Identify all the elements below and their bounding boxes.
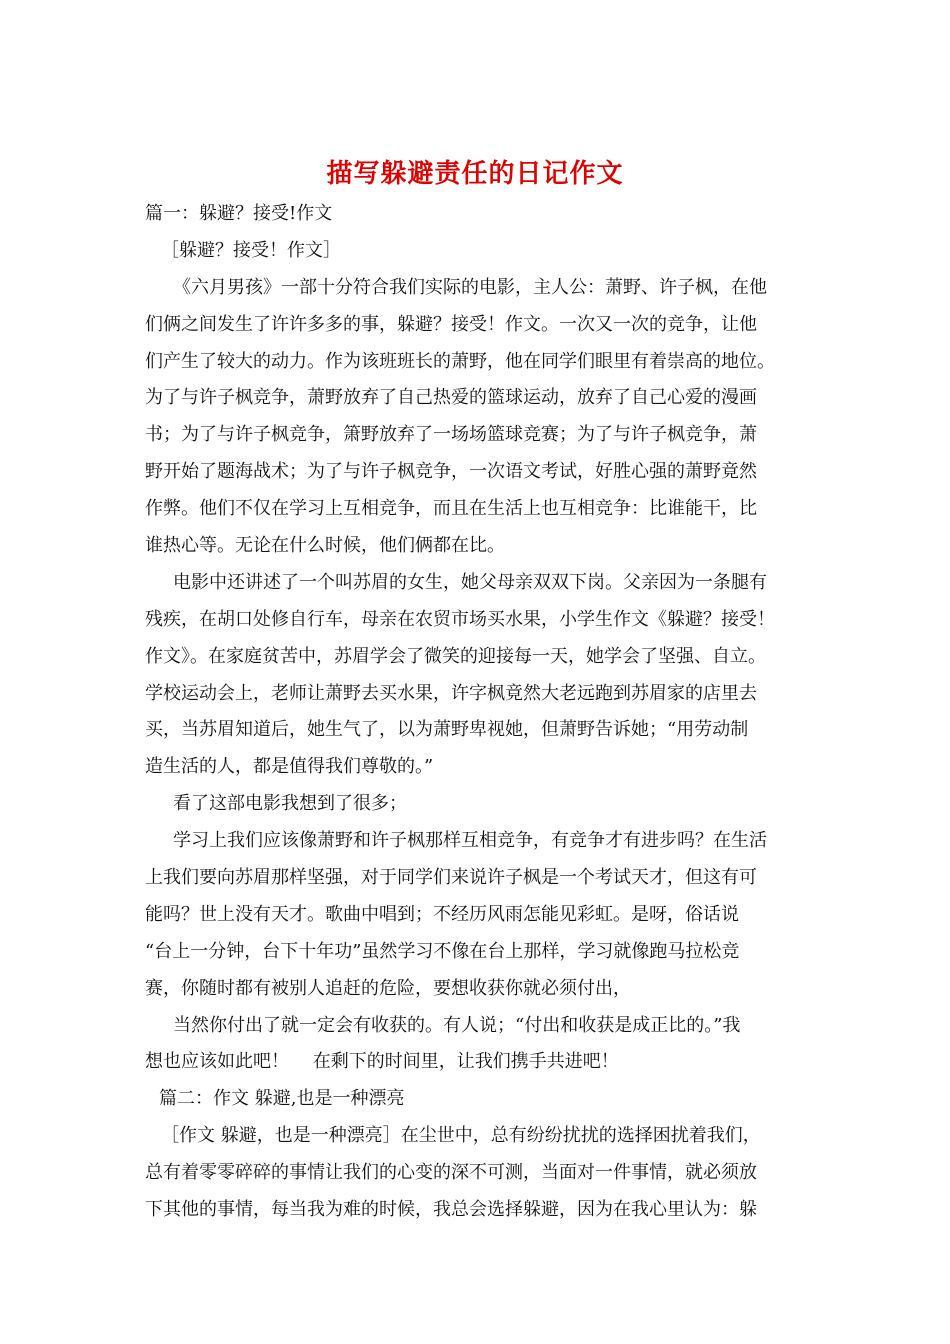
paragraph-line: ［作文 躲避，也是一种漂亮］在尘世中，总有纷纷扰扰的选择困扰着我们， xyxy=(161,1125,761,1147)
paragraph-line: 作弊。他们不仅在学习上互相竞争，而且在生活上也互相竞争：比谁能干，比 xyxy=(145,498,757,520)
paragraph-line: 下其他的事情，每当我为难的时候，我总会选择躲避，因为在我心里认为：躲 xyxy=(145,1199,757,1221)
paragraph-line: 总有着零零碎碎的事情让我们的心变的深不可测，当面对一件事情，就必须放 xyxy=(145,1162,757,1184)
paragraph-line: 们产生了较大的动力。作为该班班长的萧野，他在同学们眼里有着崇高的地位。 xyxy=(145,350,775,372)
paragraph-line: 电影中还讲述了一个叫苏眉的女生，她父母亲双双下岗。父亲因为一条腿有 xyxy=(173,571,767,593)
paragraph-line: 残疾，在胡口处修自行车，母亲在农贸市场买水果，小学生作文《躲避？接受！ xyxy=(145,608,775,630)
paragraph-line: 看了这部电影我想到了很多； xyxy=(173,793,407,815)
paragraph-line: 书；为了与许子枫竞争，箫野放弃了一场场篮球竞赛；为了与许子枫竞争，萧 xyxy=(145,424,757,446)
paragraph-line: 赛，你随时都有被别人追赶的危险，要想收获你就必须付出， xyxy=(145,977,631,999)
paragraph-line: 能吗？世上没有天才。歌曲中唱到；不经历风雨怎能见彩虹。是呀，俗话说 xyxy=(145,903,739,925)
paragraph-line: 买，当苏眉知道后，她生气了，以为萧野卑视她，但萧野告诉她；“用劳动制 xyxy=(145,719,749,741)
paragraph-line: 上我们要向苏眉那样坚强，对于同学们来说许子枫是一个考试天才，但这有可 xyxy=(145,867,757,889)
article-subtitle: ［躲避？接受！作文］ xyxy=(161,239,341,261)
paragraph-line: 学习上我们应该像萧野和许子枫那样互相竞争，有竞争才有进步吗？在生活 xyxy=(173,830,767,852)
paragraph-line: 造生活的人，都是值得我们尊敬的。” xyxy=(145,756,434,778)
section-heading: 篇一：躲避？接受!作文 xyxy=(145,203,333,224)
paragraph-line: 们俩之间发生了许许多多的事，躲避？接受！作文。一次又一次的竞争，让他 xyxy=(145,313,757,335)
paragraph-line: 谁热心等。无论在什么时候，他们俩都在比。 xyxy=(145,535,505,557)
paragraph-line: 《六月男孩》一部十分符合我们实际的电影，主人公：萧野、许子枫，在他 xyxy=(173,276,767,298)
paragraph-line: 想也应该如此吧！ 在剩下的时间里，让我们携手共进吧！ xyxy=(145,1051,619,1073)
paragraph-line: 野开始了题海战术；为了与许子枫竞争，一次语文考试，好胜心强的萧野竟然 xyxy=(145,461,757,483)
paragraph-line: 当然你付出了就一定会有收获的。有人说；“付出和收获是成正比的。”我 xyxy=(173,1014,741,1036)
paragraph-line: 学校运动会上，老师让萧野去买水果，许字枫竟然大老远跑到苏眉家的店里去 xyxy=(145,682,757,704)
section-heading: 篇二：作文 躲避,也是一种漂亮 xyxy=(159,1088,405,1110)
document-body xyxy=(145,196,805,1229)
paragraph-line: “台上一分钟，台下十年功”虽然学习不像在台上那样，学习就像跑马拉松竞 xyxy=(145,940,740,962)
paragraph-line: 作文》。在家庭贫苦中，苏眉学会了微笑的迎接每一天，她学会了坚强、自立。 xyxy=(145,645,766,667)
paragraph-line: 为了与许子枫竞争，萧野放弃了自己热爱的篮球运动，放弃了自己心爱的漫画 xyxy=(145,387,757,409)
document-title: 描写躲避责任的日记作文 xyxy=(326,159,624,189)
